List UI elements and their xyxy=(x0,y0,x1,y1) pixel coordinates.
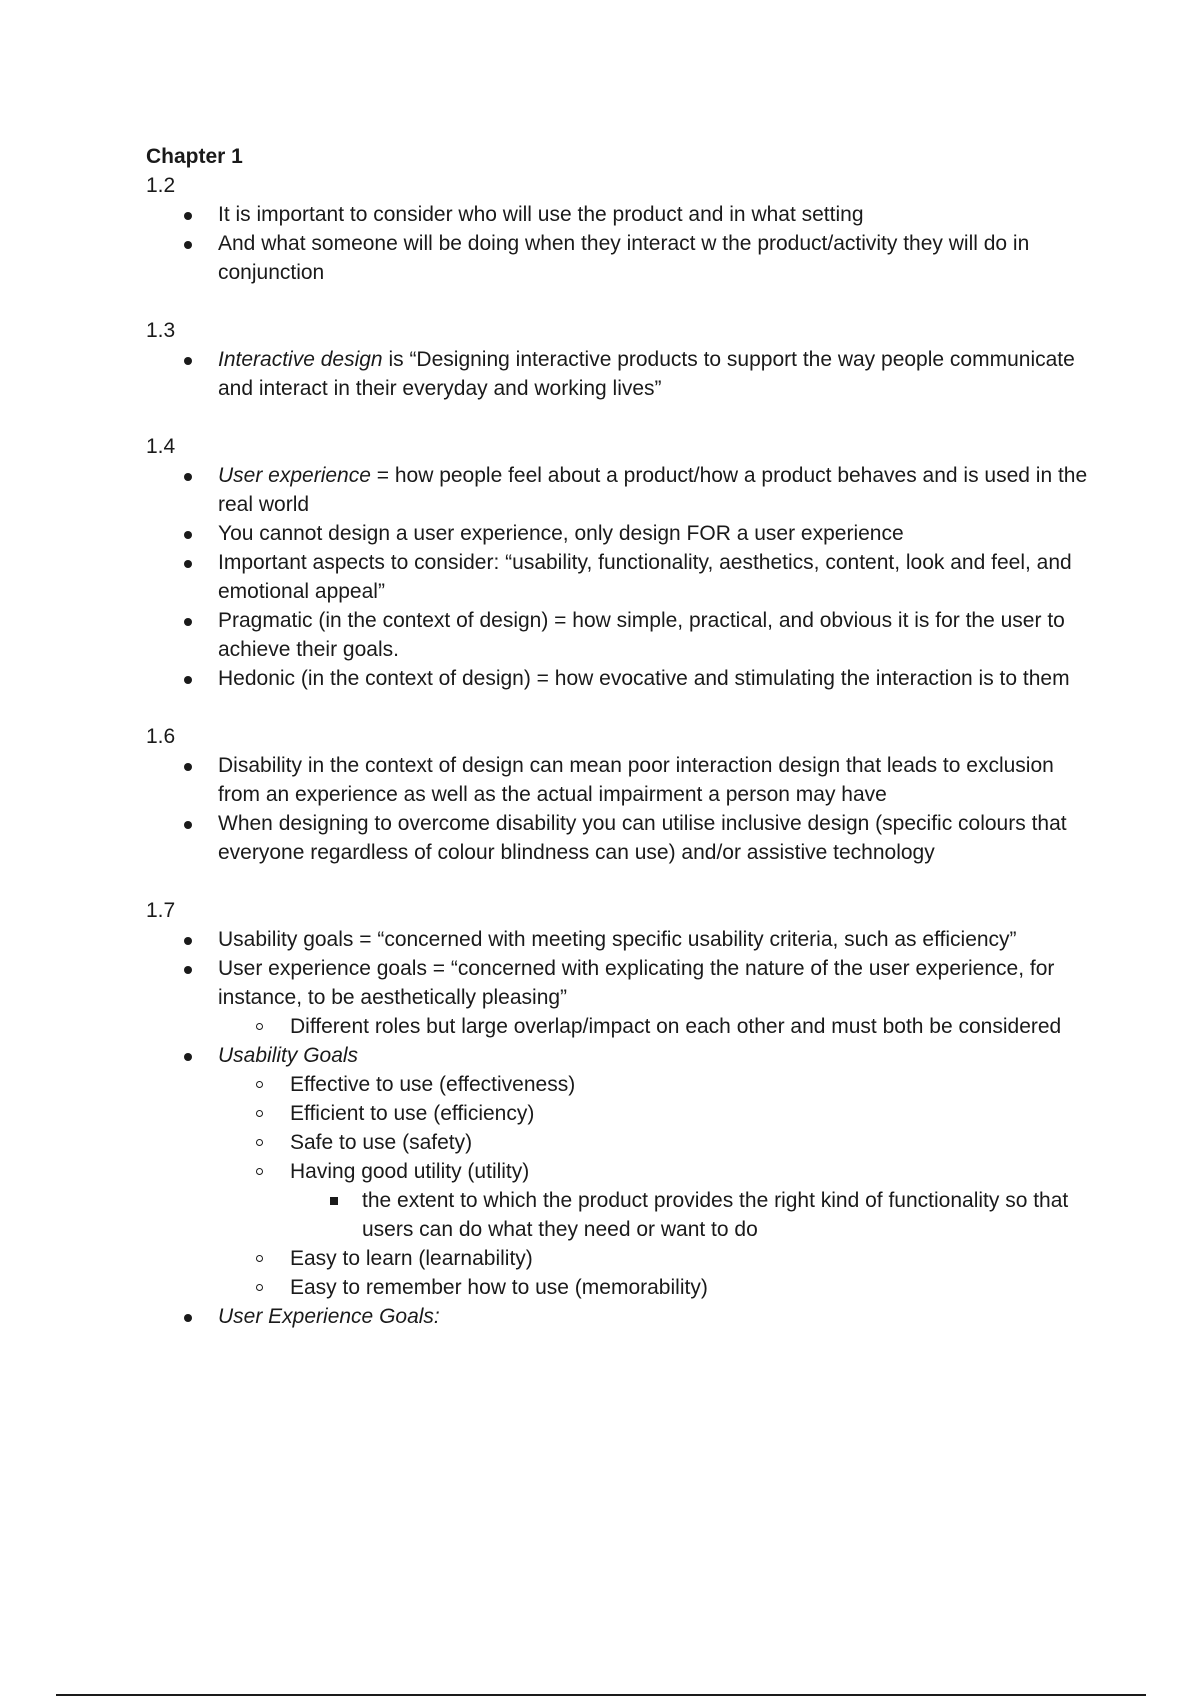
bullet-list xyxy=(146,751,1096,867)
bullet-icon xyxy=(184,1053,192,1061)
list-item-text: Usability goals = “concerned with meeting specific usability criteria, such as efficiency” xyxy=(218,928,1017,951)
list-item-text: You cannot design a user experience, only design FOR a user experience xyxy=(218,522,904,545)
sub-list-item xyxy=(218,1099,1096,1128)
section-number: 1.6 xyxy=(146,725,176,748)
sub-list-item xyxy=(218,1157,1096,1244)
section-1-4 xyxy=(146,432,1096,693)
sub-sub-list xyxy=(290,1186,1096,1244)
sub-list xyxy=(218,1012,1096,1041)
list-item xyxy=(146,664,1096,693)
bullet-icon xyxy=(184,241,192,249)
list-item xyxy=(146,519,1096,548)
list-item-text: User experience goals = “concerned with explicating the nature of the user experience, for instance, to be aesthetically pleasing” xyxy=(218,957,1055,1009)
sub-list-item xyxy=(218,1128,1096,1157)
list-item-text: When designing to overcome disability you can utilise inclusive design (specific colours that everyone regardless of colour blindness can use) and/or assistive technology xyxy=(218,812,1067,864)
list-item xyxy=(146,751,1096,809)
square-bullet-icon xyxy=(330,1197,338,1205)
bullet-icon xyxy=(184,560,192,568)
bullet-icon xyxy=(184,531,192,539)
list-item xyxy=(146,1302,1096,1331)
list-item xyxy=(146,954,1096,1041)
sub-list-item xyxy=(218,1070,1096,1099)
sub-sub-list-item-text: the extent to which the product provides the right kind of functionality so that users can do what they need or want to do xyxy=(362,1189,1069,1241)
sub-list-item-text: Efficient to use (efficiency) xyxy=(290,1102,535,1125)
bullet-icon xyxy=(184,966,192,974)
list-item xyxy=(146,200,1096,229)
list-item xyxy=(146,809,1096,867)
section-number: 1.3 xyxy=(146,319,176,342)
term-italic: User Experience Goals: xyxy=(218,1305,440,1328)
section-1-7 xyxy=(146,896,1096,1331)
page-bottom-divider xyxy=(56,1694,1146,1696)
term-italic: Interactive design xyxy=(218,348,383,371)
circle-bullet-icon xyxy=(256,1110,263,1117)
usability-goals-list xyxy=(218,1070,1096,1302)
list-item-text: And what someone will be doing when they interact w the product/activity they will do in conjunction xyxy=(218,232,1030,284)
term-italic: Usability Goals xyxy=(218,1044,359,1067)
circle-bullet-icon xyxy=(256,1255,263,1262)
list-item-text: = how people feel about a product/how a product behaves and is used in the real world xyxy=(218,464,1088,516)
sub-list-item-text: Having good utility (utility) xyxy=(290,1160,530,1183)
bullet-icon xyxy=(184,763,192,771)
circle-bullet-icon xyxy=(256,1023,263,1030)
document-page xyxy=(146,142,1096,1331)
section-1-6 xyxy=(146,722,1096,867)
list-item-text: Disability in the context of design can mean poor interaction design that leads to exclusion from an experience as well as the actual impairment a person may have xyxy=(218,754,1054,806)
list-item-text: is “Designing interactive products to support the way people communicate and interact in their everyday and working lives” xyxy=(218,348,1075,400)
sub-list-item-text: Easy to remember how to use (memorability) xyxy=(290,1276,708,1299)
bullet-icon xyxy=(184,937,192,945)
circle-bullet-icon xyxy=(256,1139,263,1146)
bullet-list xyxy=(146,200,1096,287)
sub-list-item xyxy=(218,1244,1096,1273)
bullet-icon xyxy=(184,821,192,829)
sub-list-item xyxy=(218,1012,1096,1041)
list-item xyxy=(146,229,1096,287)
list-item xyxy=(146,461,1096,519)
list-item xyxy=(146,548,1096,606)
bullet-icon xyxy=(184,676,192,684)
section-number: 1.7 xyxy=(146,899,176,922)
section-number: 1.2 xyxy=(146,174,176,197)
sub-list-item-text: Easy to learn (learnability) xyxy=(290,1247,533,1270)
bullet-list xyxy=(146,461,1096,693)
term-italic: User experience xyxy=(218,464,371,487)
sub-list-item-text: Effective to use (effectiveness) xyxy=(290,1073,576,1096)
sub-sub-list-item xyxy=(290,1186,1096,1244)
section-1-2 xyxy=(146,171,1096,287)
bullet-icon xyxy=(184,473,192,481)
bullet-icon xyxy=(184,212,192,220)
bullet-icon xyxy=(184,1314,192,1322)
list-item-text: Hedonic (in the context of design) = how evocative and stimulating the interaction is to them xyxy=(218,667,1070,690)
list-item-text: It is important to consider who will use the product and in what setting xyxy=(218,203,864,226)
sub-list-item-text: Safe to use (safety) xyxy=(290,1131,473,1154)
circle-bullet-icon xyxy=(256,1081,263,1088)
bullet-list xyxy=(146,345,1096,403)
bullet-icon xyxy=(184,618,192,626)
circle-bullet-icon xyxy=(256,1168,263,1175)
section-number: 1.4 xyxy=(146,435,176,458)
chapter-title: Chapter 1 xyxy=(146,145,243,168)
section-1-3 xyxy=(146,316,1096,403)
list-item xyxy=(146,925,1096,954)
sub-list-item-text: Different roles but large overlap/impact on each other and must both be considered xyxy=(290,1015,1062,1038)
circle-bullet-icon xyxy=(256,1284,263,1291)
bullet-icon xyxy=(184,357,192,365)
bullet-list xyxy=(146,925,1096,1331)
list-item-text: Important aspects to consider: “usability, functionality, aesthetics, content, look and feel, and emotional appeal” xyxy=(218,551,1072,603)
list-item xyxy=(146,606,1096,664)
sub-list-item xyxy=(218,1273,1096,1302)
list-item-text: Pragmatic (in the context of design) = how simple, practical, and obvious it is for the user to achieve their goals. xyxy=(218,609,1065,661)
list-item xyxy=(146,345,1096,403)
list-item xyxy=(146,1041,1096,1302)
